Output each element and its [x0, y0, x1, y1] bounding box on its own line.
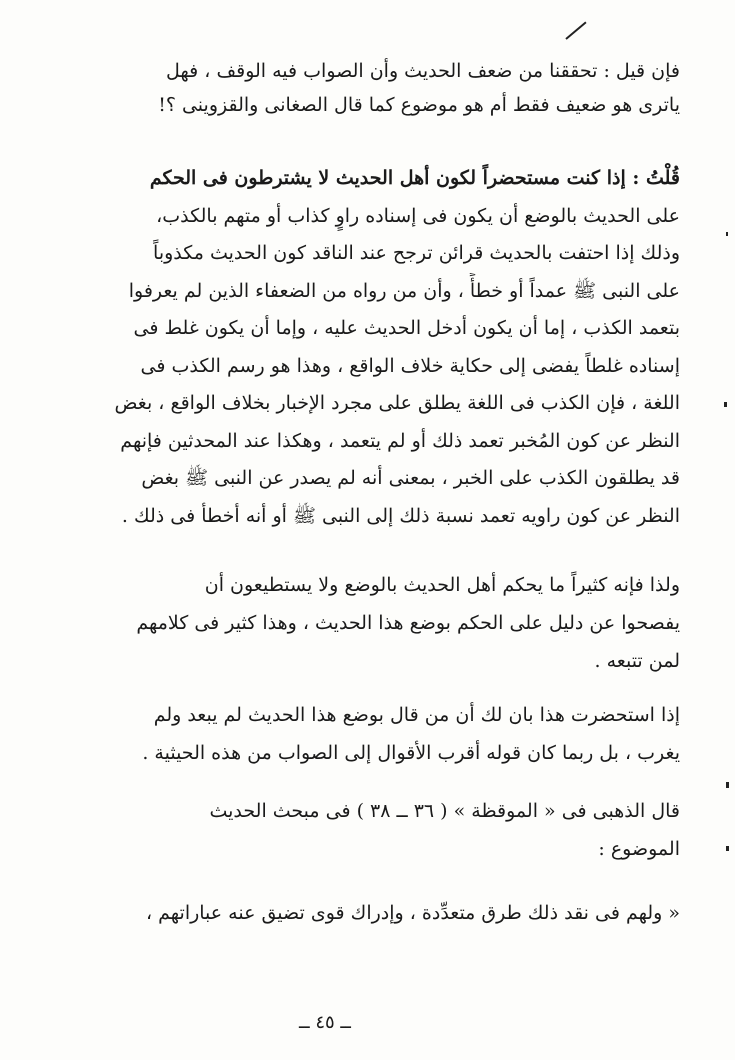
text-line: قُلْتُ : إذا كنت مستحضراً لكون أهل الحديث لا يشترطون فى الحكم: [149, 167, 680, 189]
text-line: النظر عن كون راويه تعمد نسبة ذلك إلى النبى ﷺ أو أنه أخطأ فى ذلك .: [121, 504, 680, 527]
text-line: وذلك إذا احتفت بالحديث قرائن ترجح عند الناقد كون الحديث مكذوباً: [153, 242, 680, 264]
text-line: على الحديث بالوضع أن يكون فى إسناده راوٍ كذاب أو متهم بالكذب،: [156, 204, 680, 227]
scan-speck: [726, 782, 729, 788]
text-line: إذا استحضرت هذا بان لك أن من قال بوضع هذا الحديث لم يبعد ولم: [153, 704, 680, 726]
text-line: « ولهم فى نقد ذلك طرق متعدِّدة ، وإدراك قوى تضيق عنه عباراتهم ،: [145, 902, 680, 924]
scan-speck: [726, 846, 729, 851]
scan-speck: [724, 402, 727, 407]
text-line: يفصحوا عن دليل على الحكم بوضع هذا الحديث ، وهذا كثير فى كلامهم: [136, 612, 680, 634]
paragraph-answer: [40, 160, 680, 535]
text-line: على النبى ﷺ عمداً أو خطأً ، وأن من رواه من الضعفاء الذين لم يعرفوا: [128, 279, 680, 302]
text-line: فإن قيل : تحققنا من ضعف الحديث وأن الصواب فيه الوقف ، فهل: [166, 60, 680, 82]
text-line: قد يطلقون الكذب على الخبر ، بمعنى أنه لم يصدر عن النبى ﷺ بغض: [141, 467, 680, 489]
page-number: ــ ٤٥ ــ: [299, 1012, 351, 1033]
corner-slash-mark: [565, 22, 586, 40]
text-line: ولذا فإنه كثيراً ما يحكم أهل الحديث بالوضع ولا يستطيعون أن: [204, 574, 680, 596]
text-line: لمن تتبعه .: [594, 650, 680, 672]
text-line: يغرب ، بل ربما كان قوله أقرب الأقوال إلى الصواب من هذه الحيثية .: [142, 742, 680, 764]
text-line: إسناده غلطاً يفضى إلى حكاية خلاف الواقع ، وهذا هو رسم الكذب فى: [140, 354, 680, 377]
text-line: قال الذهبى فى « الموقظة » ( ٣٦ ــ ٣٨ ) فى مبحث الحديث: [209, 800, 680, 822]
paragraph-conclusion: [40, 696, 680, 772]
paragraph-quote: [40, 896, 680, 930]
paragraph-therefore: [40, 566, 680, 680]
text-line: الموضوع :: [598, 838, 680, 860]
text-line: بتعمد الكذب ، إما أن يكون أدخل الحديث عليه ، وإما أن يكون غلط فى: [133, 317, 680, 339]
text-line: اللغة ، فإن الكذب فى اللغة يطلق على مجرد الإخبار بخلاف الواقع ، بغض: [114, 392, 680, 414]
text-line: ياترى هو ضعيف فقط أم هو موضوع كما قال الصغانى والقزوينى ؟!: [158, 94, 680, 116]
scan-speck: [726, 232, 728, 236]
paragraph-citation: [40, 792, 680, 868]
paragraph-question: [40, 54, 680, 122]
text-line: النظر عن كون المُخبر تعمد ذلك أو لم يتعمد ، وهكذا عند المحدثين فإنهم: [120, 429, 680, 452]
